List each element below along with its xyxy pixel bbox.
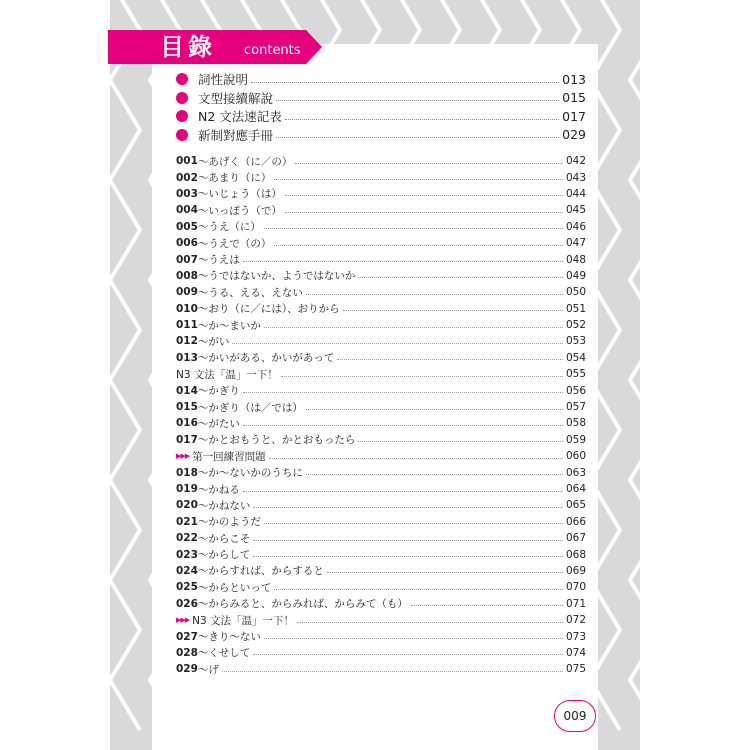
entry-row[interactable] [176,235,586,251]
bullet-icon [176,129,188,141]
entry-text: N3 文法「温」一下！ [176,368,278,381]
entry-number: 010 [176,302,198,315]
entry-page: 049 [565,269,586,282]
entry-text: ～からといって [197,581,272,594]
section-row[interactable] [176,107,586,126]
entry-text: ～からして [197,549,251,562]
entry-row[interactable] [176,317,586,333]
entry-row[interactable] [176,464,586,480]
entry-row[interactable] [176,530,586,546]
section-page: 015 [562,90,586,106]
entry-text: ～うえは [197,254,240,267]
entry-number: 008 [176,269,198,282]
leader-dots [327,572,563,573]
leader-dots [295,163,563,164]
entry-number: 011 [176,319,198,332]
entry-number: 021 [176,515,198,528]
entry-page: 043 [565,171,586,184]
entry-page: 063 [565,466,586,479]
entry-number: 004 [176,204,198,217]
leader-dots [251,82,559,83]
entry-row[interactable] [176,628,586,644]
entry-row[interactable] [176,382,586,398]
entry-page: 066 [565,515,586,528]
entry-text: ～からこそ [197,532,251,545]
entry-number: 024 [176,564,198,577]
entry-row[interactable] [176,448,586,464]
leader-dots [222,671,563,672]
entry-number: 012 [176,335,198,348]
leader-dots [253,507,563,508]
entry-page: 065 [565,499,586,512]
leader-dots [306,474,563,475]
entry-text: ～からみると、からみれば、からみて（も） [197,598,408,611]
leader-dots [285,212,563,213]
entry-row[interactable] [176,579,586,595]
entry-row[interactable] [176,268,586,284]
entry-text: ～おり（に／には）、おりから [197,303,340,316]
entry-number: 029 [176,663,198,676]
entry-page: 074 [565,646,586,659]
leader-dots [276,100,559,101]
section-label: N2 文法速記表 [198,109,282,125]
leader-dots [269,458,563,459]
contents-banner [108,30,322,64]
leader-dots [264,523,563,524]
entry-number: 025 [176,581,198,594]
leader-dots [232,343,563,344]
leader-dots [337,359,563,360]
section-row[interactable] [176,126,586,145]
entry-row[interactable] [176,153,586,169]
entry-number: 016 [176,417,198,430]
entry-text: ～かぎり（は／では） [197,401,303,414]
entry-number: 022 [176,532,198,545]
leader-dots [281,376,563,377]
entry-page: 052 [565,319,586,332]
entry-row[interactable] [176,596,586,612]
banner-subtitle: contents [244,43,301,58]
section-row[interactable] [176,70,586,89]
entry-text: ～かとおもうと、かとおもったら [197,434,356,447]
entry-number: 009 [176,286,198,299]
entry-number: 019 [176,483,198,495]
leader-dots [276,137,559,138]
leader-dots [285,195,563,196]
entry-row[interactable] [176,661,586,677]
entry-number: 001 [176,155,198,168]
entry-row[interactable] [176,301,586,317]
entry-page: 075 [565,663,586,676]
entry-text: ～かぎり [197,385,240,398]
entry-row[interactable] [176,563,586,579]
entry-text: ～うえ（に） [197,221,261,234]
entry-list [176,153,586,678]
entry-text: ～かのようだ [197,516,261,529]
entry-row[interactable] [176,202,586,218]
leader-dots [253,540,563,541]
leader-dots [243,392,563,393]
entry-page: 073 [565,630,586,643]
entry-number: 015 [176,401,198,414]
entry-page: 064 [565,483,586,495]
leader-dots [285,119,559,120]
entry-number: 023 [176,548,198,561]
leader-dots [358,441,563,442]
entry-page: 069 [565,564,586,577]
entry-text: 第一回練習問題 [192,450,266,463]
entry-page: 058 [565,417,586,430]
entry-text: ～うる、える、えない [197,286,303,299]
entry-text: ～げ [197,663,219,676]
entry-text: ～か～ないかのうちに [197,467,303,480]
section-label: 文型接續解說 [198,90,274,106]
leader-dots [264,327,563,328]
entry-page: 046 [565,220,586,233]
section-page: 029 [562,127,586,143]
entry-row[interactable] [176,481,586,497]
entry-text: ～くせして [197,647,251,660]
entry-row[interactable] [176,251,586,267]
entry-text: ～いじょう（は） [197,188,282,201]
leader-dots [243,491,563,492]
section-label: 新制對應手冊 [198,127,274,143]
entry-row[interactable] [176,350,586,366]
banner-title: 目錄 [160,33,216,61]
entry-text: ～がい [197,335,230,348]
page-number: 009 [563,709,587,723]
entry-row[interactable] [176,514,586,530]
leader-dots [253,556,563,557]
entry-row[interactable] [176,432,586,448]
entry-page: 051 [565,302,586,315]
entry-text: ～かねる [197,483,240,496]
entry-text: ～うではないか、ようではないか [197,270,356,283]
entry-row[interactable] [176,186,586,202]
entry-text: ～かねない [197,499,251,512]
entry-text: ～うえで（の） [197,237,272,250]
entry-page: 048 [565,253,586,266]
bullet-icon [176,73,188,85]
entry-text: ～きり～ない [197,631,261,644]
entry-text: N3 文法「温」一下！ [192,614,295,627]
entry-page: 072 [565,614,586,627]
leader-dots [274,245,563,246]
entry-row[interactable] [176,169,586,185]
section-row[interactable] [176,89,586,108]
entry-row[interactable] [176,366,586,382]
entry-text: ～いっぽう（で） [197,204,282,217]
entry-page: 068 [565,548,586,561]
entry-row[interactable] [176,546,586,562]
entry-number: 013 [176,351,198,364]
entry-number: 014 [176,384,198,397]
entry-text: ～からすれば、からすると [197,565,324,578]
entry-number: 003 [176,187,198,200]
entry-number: 026 [176,597,198,610]
entry-row[interactable] [176,219,586,235]
entry-number: 006 [176,237,198,250]
arrow-marker-icon: ▶▶▶ [176,452,190,461]
entry-row[interactable] [176,645,586,661]
leader-dots [274,589,563,590]
entry-page: 057 [565,401,586,414]
entry-number: 020 [176,499,198,512]
entry-page: 050 [565,286,586,299]
entry-page: 059 [565,433,586,446]
leader-dots [343,310,563,311]
entry-number: 018 [176,466,198,479]
leader-dots [274,179,563,180]
section-page: 013 [562,71,586,87]
section-label: 詞性說明 [198,72,249,88]
entry-page: 056 [565,384,586,397]
entry-text: ～がたい [197,417,240,430]
entry-row[interactable] [176,399,586,415]
entry-row[interactable] [176,284,586,300]
entry-page: 071 [565,597,586,610]
entry-number: 007 [176,253,198,266]
leader-dots [358,277,563,278]
entry-row[interactable] [176,415,586,431]
entry-page: 045 [565,204,586,217]
entry-number: 027 [176,630,198,643]
bullet-icon [176,92,188,104]
section-list [176,70,586,144]
entry-number: 005 [176,220,198,233]
entry-row[interactable] [176,333,586,349]
leader-dots [306,294,563,295]
arrow-marker-icon: ▶▶▶ [176,616,190,625]
entry-text: ～か～まいか [197,319,261,332]
entry-number: 017 [176,433,198,446]
entry-page: 067 [565,532,586,545]
leader-dots [306,409,563,410]
entry-row[interactable] [176,497,586,513]
entry-page: 060 [565,450,586,463]
section-page: 017 [562,108,586,124]
entry-number: 002 [176,171,198,184]
entry-number: 028 [176,646,198,659]
entry-row[interactable] [176,612,586,628]
entry-page: 070 [565,581,586,594]
entry-text: ～あげく（に／の） [197,155,293,168]
entry-text: ～かいがある、かいがあって [197,352,335,365]
leader-dots [243,425,563,426]
page-number-badge [554,700,596,732]
entry-page: 055 [565,368,586,381]
entry-page: 047 [565,237,586,250]
leader-dots [243,261,563,262]
leader-dots [264,228,563,229]
entry-page: 053 [565,335,586,348]
leader-dots [297,622,563,623]
leader-dots [264,638,563,639]
entry-page: 044 [565,187,586,200]
entry-page: 054 [565,351,586,364]
entry-page: 042 [565,155,586,168]
leader-dots [253,654,563,655]
entry-text: ～あまり（に） [197,172,272,185]
bullet-icon [176,110,188,122]
leader-dots [411,605,563,606]
